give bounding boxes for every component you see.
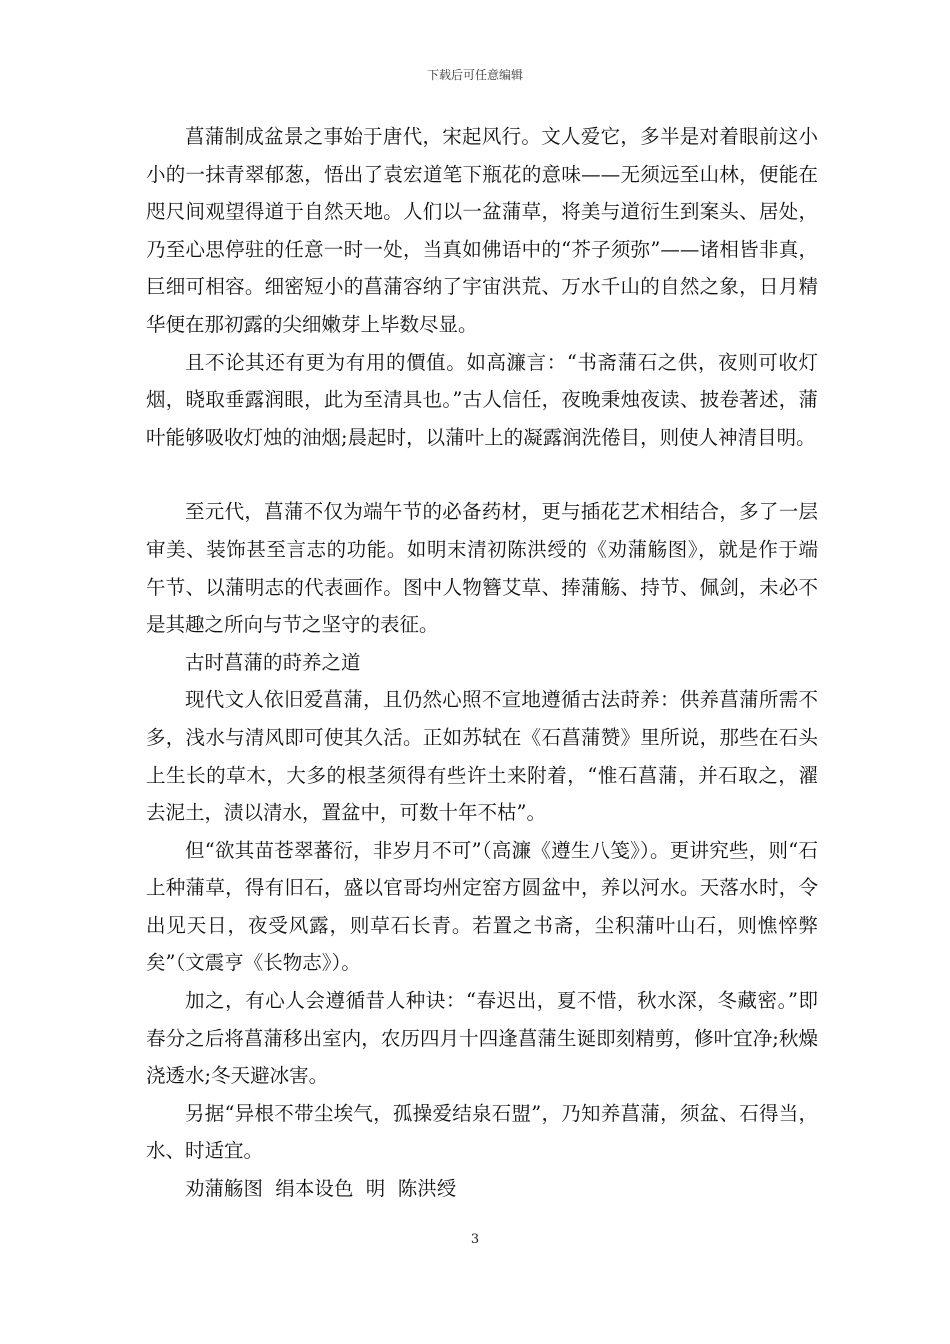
paragraph: 但“欲其苗苍翠蕃衍，非岁月不可”（高濂《遵生八笺》）。更讲究些，则“石上种蒲草，得有旧石，盛以官哥均州定窑方圆盆中，养以河水。天落水时，令出见天日，夜受风露，则草石长青。若置之书斋，尘积蒲叶山石，则憔悴弊矣”（文震亨《长物志》）。 bbox=[146, 838, 818, 975]
figure-caption: 劝蒲觞图 绢本设色 明 陈洪绶 bbox=[185, 1177, 457, 1201]
paragraph: 现代文人依旧爱菖蒲，且仍然心照不宣地遵循古法莳养：供养菖蒲所需不多，浅水与清风即可使其久活。正如苏轼在《石菖蒲赞》里所说，那些在石头上生长的草木，大多的根茎须得有些许土来附着，“惟石菖蒲，并石取之，濯去泥土，渍以清水，置盆中，可数十年不枯”。 bbox=[146, 688, 818, 825]
paragraph: 菖蒲制成盆景之事始于唐代，宋起风行。文人爱它，多半是对着眼前这小小的一抹青翠郁葱，悟出了袁宏道笔下瓶花的意味——无须远至山林，便能在咫尺间观望得道于自然天地。人们以一盆蒲草，将美与道衍生到案头、居处，乃至心思停驻的任意一时一处，当真如佛语中的“芥子须弥”——诸相皆非真，巨细可相容。细密短小的菖蒲容纳了宇宙洪荒、万水千山的自然之象，日月精华便在那初露的尖细嫩芽上毕数尽显。 bbox=[146, 125, 818, 336]
page-number: 3 bbox=[470, 1232, 480, 1247]
paragraph: 且不论其还有更为有用的價值。如高濂言：“书斋蒲石之供，夜则可收灯烟，晓取垂露润眼，此为至清具也。”古人信任，夜晚秉烛夜读、披卷著述，蒲叶能够吸收灯烛的油烟;晨起时，以蒲叶上的凝露润洗倦目，则使人神清目明。 bbox=[146, 350, 818, 449]
paragraph: 另据“异根不带尘埃气，孤操爱结泉石盟”，乃知养菖蒲，须盆、石得当，水、时适宜。 bbox=[146, 1101, 818, 1163]
page-header: 下载后可任意编辑 bbox=[426, 68, 523, 82]
paragraph: 至元代，菖蒲不仅为端午节的必备药材，更与插花艺术相结合，多了一层审美、装饰甚至言志的功能。如明末清初陈洪绶的《劝蒲觞图》，就是作于端午节、以蒲明志的代表画作。图中人物簪艾草、捧蒲觞、持节、佩剑，未必不是其趣之所向与节之坚守的表征。 bbox=[146, 500, 818, 637]
paragraph-gap bbox=[146, 456, 818, 493]
document-body bbox=[146, 118, 818, 1208]
section-heading: 古时菖蒲的莳养之道 bbox=[185, 650, 361, 674]
paragraph: 加之，有心人会遵循昔人种诀：“春迟出，夏不惜，秋水深，冬藏密。”即春分之后将菖蒲移出室内，农历四月十四逢菖蒲生诞即刻精剪，修叶宜净;秋燥浇透水;冬天避冰害。 bbox=[146, 989, 818, 1088]
